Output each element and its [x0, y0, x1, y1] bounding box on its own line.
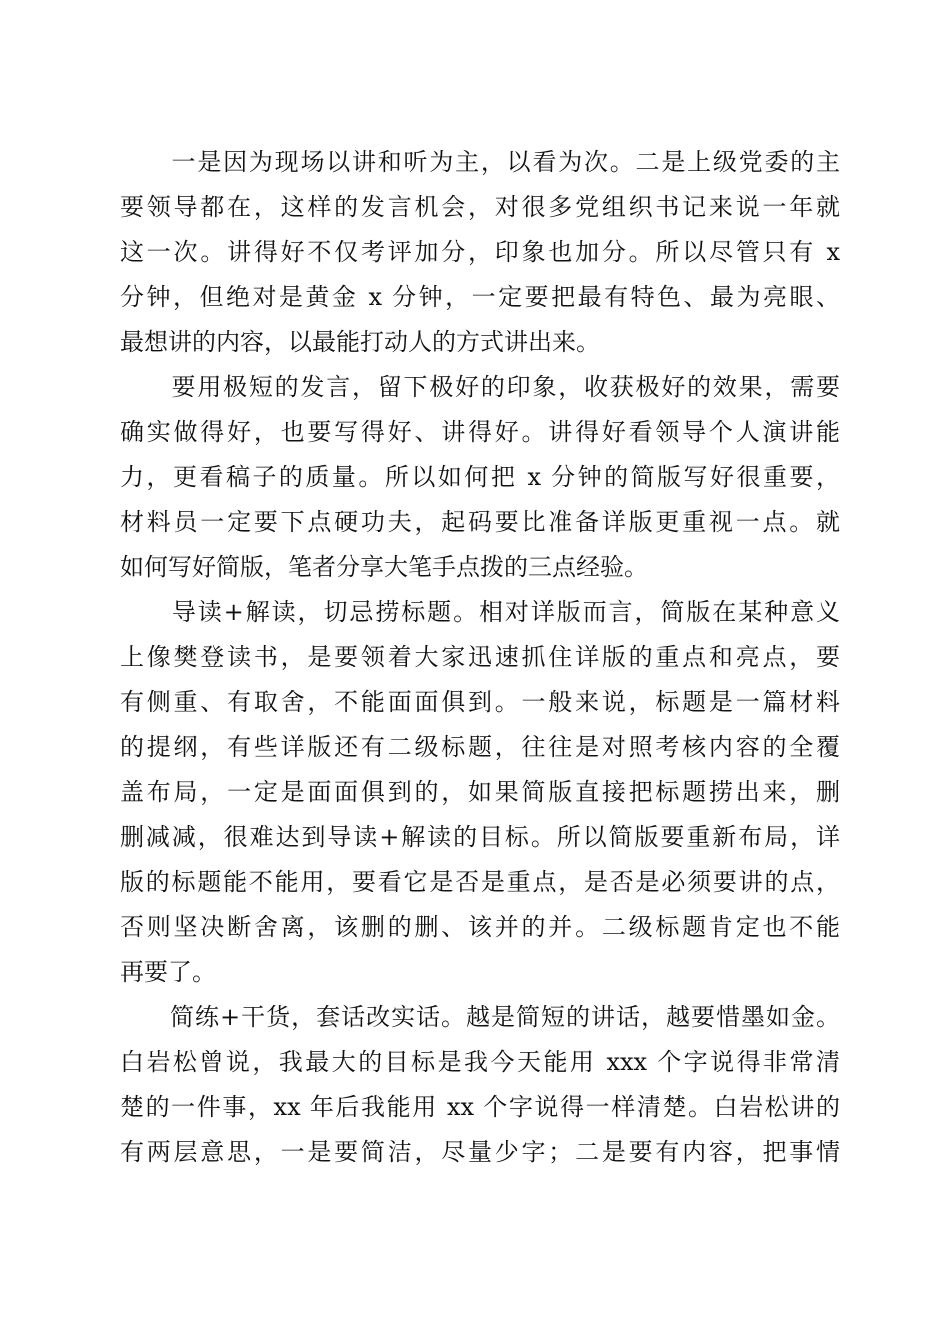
- text-line: 简练+干货，套话改实话。越是简短的讲话，越要惜墨如金。: [120, 1003, 840, 1031]
- text-line: 确实做得好，也要写得好、讲得好。讲得好看领导个人演讲能: [120, 418, 840, 446]
- document-body: [120, 140, 840, 1175]
- paragraph-2: [120, 365, 840, 590]
- text-line: 一是因为现场以讲和听为主，以看为次。二是上级党委的主: [120, 148, 840, 176]
- text-line: 的提纲，有些详版还有二级标题，往往是对照考核内容的全覆: [120, 733, 840, 761]
- text-line: 上像樊登读书，是要领着大家迅速抓住详版的重点和亮点，要: [120, 643, 840, 671]
- paragraph-4: [120, 995, 840, 1175]
- paragraph-1: [120, 140, 840, 365]
- text-line: 要用极短的发言，留下极好的印象，收获极好的效果，需要: [120, 373, 840, 401]
- text-line: 力，更看稿子的质量。所以如何把 x 分钟的简版写好很重要，: [120, 463, 840, 491]
- text-line: 有侧重、有取舍，不能面面俱到。一般来说，标题是一篇材料: [120, 688, 840, 716]
- text-line: 导读+解读，切忌捞标题。相对详版而言，简版在某种意义: [120, 598, 840, 626]
- text-line: 再要了。: [120, 958, 216, 986]
- paragraph-3: [120, 590, 840, 995]
- text-line: 有两层意思，一是要简洁，尽量少字；二是要有内容，把事情: [120, 1138, 840, 1166]
- text-line: 最想讲的内容，以最能打动人的方式讲出来。: [120, 328, 600, 356]
- text-line: 如何写好简版，笔者分享大笔手点拨的三点经验。: [120, 553, 648, 581]
- text-line: 白岩松曾说，我最大的目标是我今天能用 xxx 个字说得非常清: [120, 1048, 840, 1076]
- text-line: 楚的一件事，xx 年后我能用 xx 个字说得一样清楚。白岩松讲的: [120, 1093, 840, 1121]
- text-line: 版的标题能不能用，要看它是否是重点，是否是必须要讲的点，: [120, 868, 840, 896]
- text-line: 要领导都在，这样的发言机会，对很多党组织书记来说一年就: [120, 193, 840, 221]
- text-line: 这一次。讲得好不仅考评加分，印象也加分。所以尽管只有 x: [120, 238, 840, 266]
- text-line: 盖布局，一定是面面俱到的，如果简版直接把标题捞出来，删: [120, 778, 840, 806]
- text-line: 分钟，但绝对是黄金 x 分钟，一定要把最有特色、最为亮眼、: [120, 283, 840, 311]
- text-line: 删减减，很难达到导读+解读的目标。所以简版要重新布局，详: [120, 823, 840, 851]
- text-line: 否则坚决断舍离，该删的删、该并的并。二级标题肯定也不能: [120, 913, 840, 941]
- text-line: 材料员一定要下点硬功夫，起码要比准备详版更重视一点。就: [120, 508, 840, 536]
